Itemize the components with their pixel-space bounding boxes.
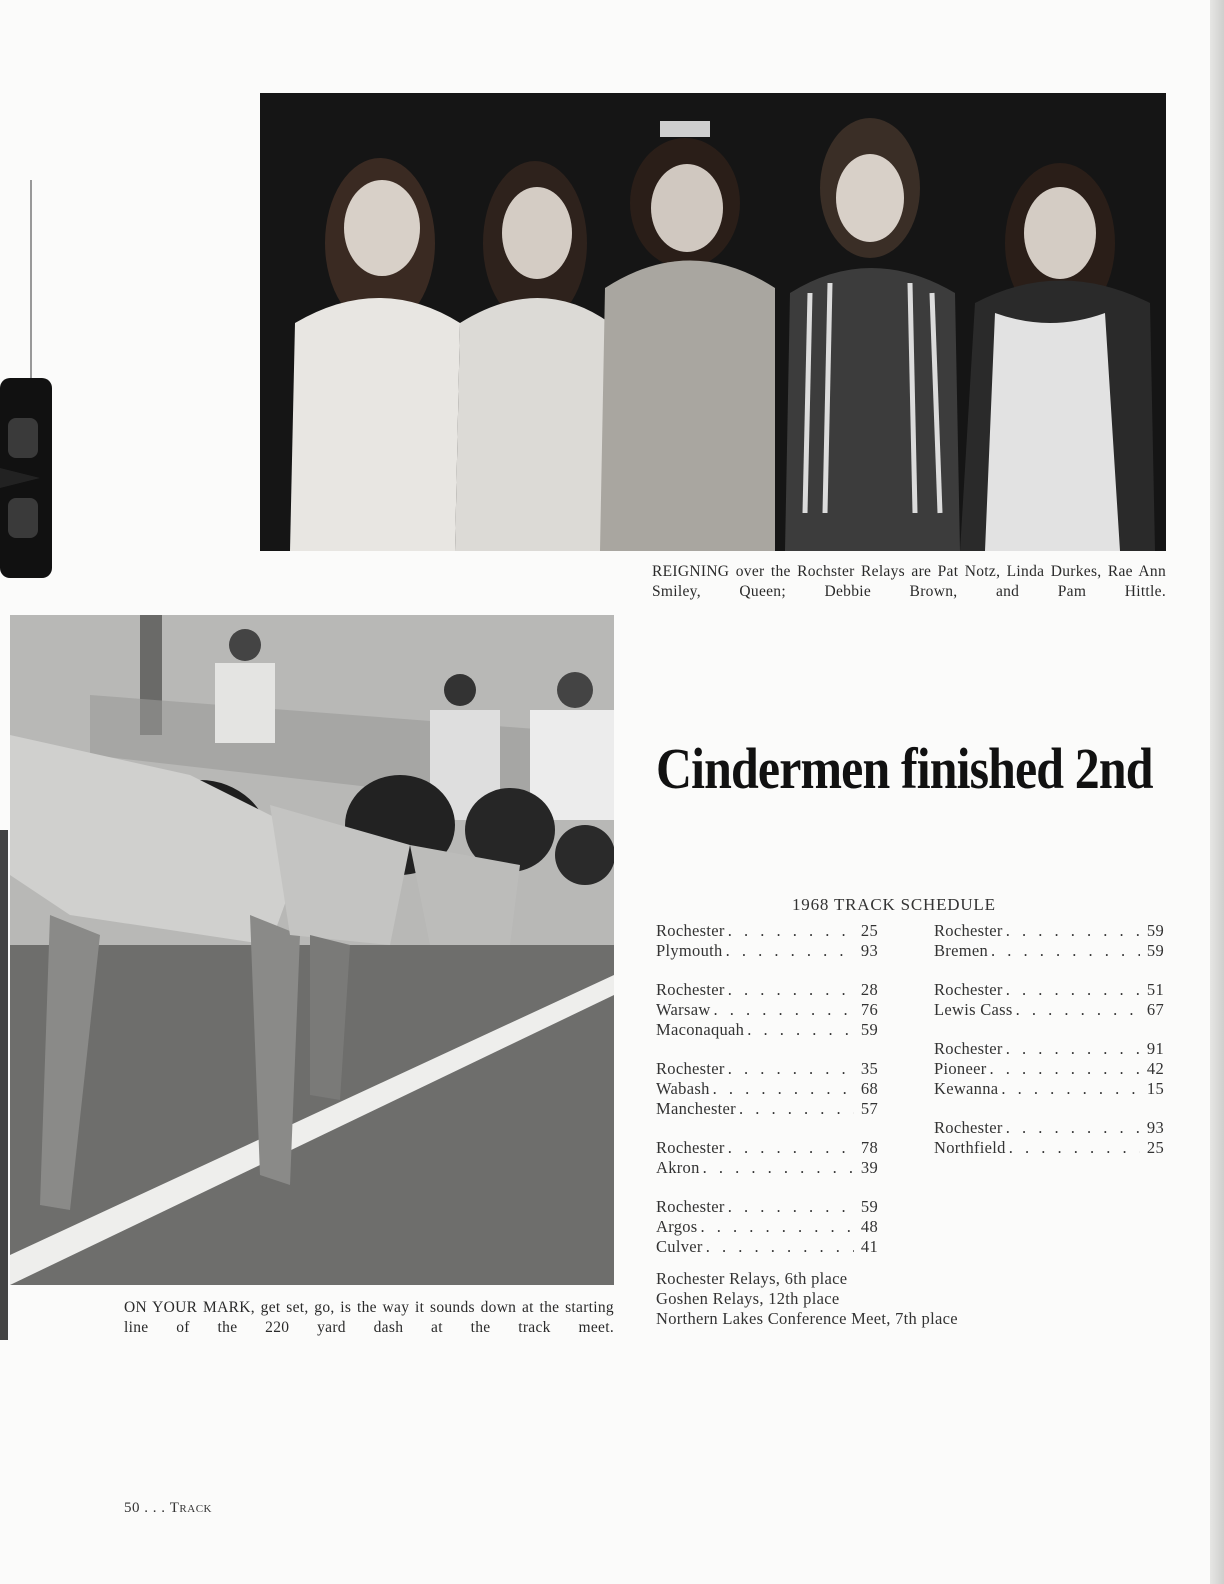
schedule-row — [656, 1197, 878, 1217]
team-name: Manchester — [656, 1099, 736, 1118]
team-score: 76 — [860, 1000, 878, 1019]
team-score: 59 — [860, 1020, 878, 1039]
meet — [934, 1118, 1164, 1158]
meet — [656, 1059, 878, 1119]
meet — [934, 1039, 1164, 1099]
team-score: 59 — [1146, 941, 1164, 960]
team-name: Rochester — [656, 1197, 725, 1216]
team-name: Warsaw — [656, 1000, 711, 1019]
team-name: Lewis Cass — [934, 1000, 1013, 1019]
result-line: Goshen Relays, 12th place — [656, 1289, 840, 1308]
team-name: Northfield — [934, 1138, 1006, 1157]
page-footer — [124, 1500, 212, 1517]
schedule-row — [656, 921, 878, 941]
team-score: 41 — [860, 1237, 878, 1256]
team-name: Culver — [656, 1237, 703, 1256]
team-score: 93 — [860, 941, 878, 960]
team-score: 48 — [860, 1217, 878, 1236]
meet — [656, 921, 878, 961]
team-score: 59 — [860, 1197, 878, 1216]
schedule-row — [656, 941, 878, 961]
team-name: Kewanna — [934, 1079, 999, 1098]
starting-line-photo — [10, 615, 614, 1285]
schedule-row — [656, 1020, 878, 1040]
team-name: Rochester — [934, 980, 1003, 999]
team-score: 28 — [860, 980, 878, 999]
schedule-row — [934, 980, 1164, 1000]
schedule-left-column — [656, 921, 878, 1276]
schedule-row — [656, 1079, 878, 1099]
meet — [656, 980, 878, 1040]
schedule-row — [656, 1059, 878, 1079]
schedule-row — [656, 1217, 878, 1237]
team-name: Rochester — [656, 1059, 725, 1078]
schedule-row — [656, 1099, 878, 1119]
team-name: Rochester — [656, 1138, 725, 1157]
schedule-row — [934, 1000, 1164, 1020]
binder-clip-icon — [0, 378, 60, 578]
team-name: Bremen — [934, 941, 989, 960]
footer-separator: . . . — [140, 1500, 170, 1516]
caption-lead: ON YOUR MARK, — [124, 1299, 255, 1316]
section-name: Track — [169, 1500, 212, 1516]
meet — [656, 1138, 878, 1178]
page-number: 50 — [124, 1500, 140, 1516]
team-name: Akron — [656, 1158, 700, 1177]
team-score: 35 — [860, 1059, 878, 1078]
caption-lead: REIGNING — [652, 563, 730, 580]
team-name: Rochester — [934, 1118, 1003, 1137]
schedule-right-column — [934, 921, 1164, 1177]
meet — [934, 921, 1164, 961]
team-name: Rochester — [934, 1039, 1003, 1058]
schedule-row — [934, 1079, 1164, 1099]
team-score: 39 — [860, 1158, 878, 1177]
schedule-row — [656, 980, 878, 1000]
team-score: 59 — [1146, 921, 1164, 940]
caption-text: get set, go, is the way it sounds down at the starting line of the 220 yard dash at the track meet. — [124, 1299, 614, 1336]
schedule-title: 1968 TRACK SCHEDULE — [792, 895, 996, 914]
page-edge — [1210, 0, 1224, 1584]
team-name: Rochester — [656, 921, 725, 940]
schedule-row — [656, 1158, 878, 1178]
team-name: Rochester — [934, 921, 1003, 940]
team-score: 91 — [1146, 1039, 1164, 1058]
team-score: 57 — [860, 1099, 878, 1118]
team-name: Pioneer — [934, 1059, 987, 1078]
team-score: 25 — [860, 921, 878, 940]
schedule-row — [934, 941, 1164, 961]
schedule-row — [934, 1118, 1164, 1138]
royalty-photo — [260, 93, 1166, 551]
season-results — [656, 1269, 958, 1329]
team-score: 68 — [860, 1079, 878, 1098]
schedule-row — [656, 1000, 878, 1020]
royalty-caption — [652, 562, 1166, 602]
team-name: Plymouth — [656, 941, 723, 960]
team-name: Rochester — [656, 980, 725, 999]
team-name: Maconaquah — [656, 1020, 745, 1039]
meet — [934, 980, 1164, 1020]
team-score: 67 — [1146, 1000, 1164, 1019]
team-name: Argos — [656, 1217, 698, 1236]
caption-text: over the Rochster Relays are Pat Notz, Linda Durkes, Rae Ann Smiley, Queen; Debbie Brown, and Pam Hittle. — [652, 563, 1166, 600]
meet — [656, 1197, 878, 1257]
schedule-row — [934, 921, 1164, 941]
result-line: Northern Lakes Conference Meet, 7th place — [656, 1309, 958, 1328]
team-score: 51 — [1146, 980, 1164, 999]
team-score: 78 — [860, 1138, 878, 1157]
schedule-row — [934, 1039, 1164, 1059]
team-score: 42 — [1146, 1059, 1164, 1078]
headline: Cindermen finished 2nd — [656, 736, 1153, 801]
team-score: 93 — [1146, 1118, 1164, 1137]
team-score: 25 — [1146, 1138, 1164, 1157]
starting-line-caption — [124, 1298, 614, 1338]
schedule-row — [934, 1138, 1164, 1158]
schedule-row — [934, 1059, 1164, 1079]
binding-shadow — [0, 830, 8, 1340]
schedule-row — [656, 1237, 878, 1257]
result-line: Rochester Relays, 6th place — [656, 1269, 848, 1288]
team-name: Wabash — [656, 1079, 710, 1098]
schedule-row — [656, 1138, 878, 1158]
team-score: 15 — [1146, 1079, 1164, 1098]
